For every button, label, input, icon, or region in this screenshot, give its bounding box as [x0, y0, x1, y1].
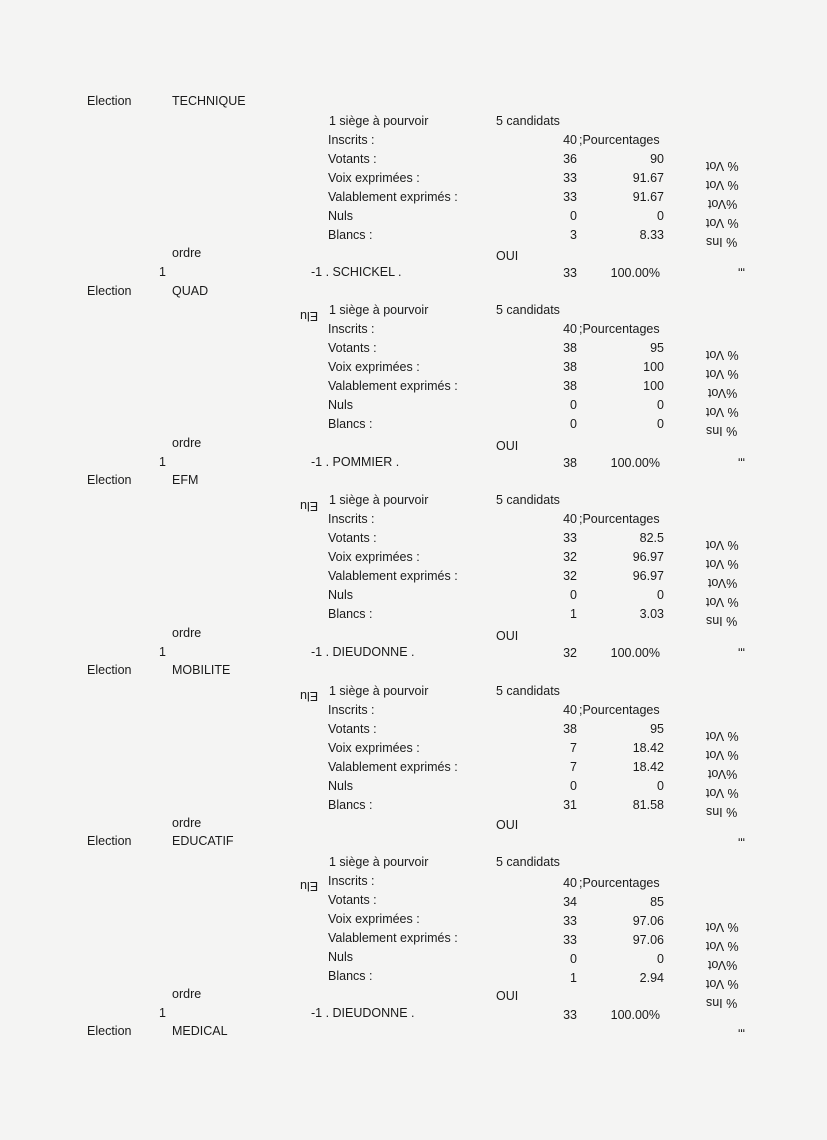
inscrits-label: Inscrits : [328, 322, 375, 336]
votants-value: 33 [563, 531, 577, 545]
votants-label: Votants : [328, 531, 377, 545]
nuls-pct: 0 [657, 952, 664, 966]
voix-label: Voix exprimées : [328, 360, 420, 374]
election-label: Election [87, 94, 132, 108]
votants-label: Votants : [328, 152, 377, 166]
candidates-label: 5 candidats [496, 493, 560, 507]
candidate-name: -1 . SCHICKEL . [311, 265, 402, 279]
election-name: EFM [172, 473, 199, 487]
seats-label: 1 siège à pourvoir [329, 684, 429, 698]
oui-label: OUI [496, 818, 519, 832]
election-name: MEDICAL [172, 1024, 228, 1038]
seats-label: 1 siège à pourvoir [329, 303, 429, 317]
elu-label: Elu [300, 689, 319, 703]
inscrits-label: Inscrits : [328, 703, 375, 717]
pct-vot-label: % Vot [706, 939, 739, 953]
quote-mark: "' [738, 639, 745, 653]
valablement-label: Valablement exprimés : [328, 931, 458, 945]
oui-label: OUI [496, 439, 519, 453]
oui-label: OUI [496, 989, 519, 1003]
voix-label: Voix exprimées : [328, 912, 420, 926]
pct-ins-label: % Ins [706, 614, 738, 628]
pourcentages-label: ;Pourcentages [579, 322, 660, 336]
valablement-label: Valablement exprimés : [328, 569, 458, 583]
election-name: EDUCATIF [172, 834, 234, 848]
candidates-label: 5 candidats [496, 684, 560, 698]
candidate-name: -1 . DIEUDONNE . [311, 645, 415, 659]
election-name: QUAD [172, 284, 209, 298]
blancs-value: 31 [563, 798, 577, 812]
pourcentages-label: ;Pourcentages [579, 703, 660, 717]
voix-pct: 18.42 [632, 741, 664, 755]
election-label: Election [87, 834, 132, 848]
ordre-label: ordre [172, 626, 202, 640]
voix-pct: 100 [643, 360, 664, 374]
pct-vot-label: % Vot [706, 977, 739, 991]
nuls-label: Nuls [328, 779, 354, 793]
valablement-pct: 96.97 [632, 569, 664, 583]
blancs-pct: 3.03 [639, 607, 664, 621]
candidate-votes: 33 [563, 1008, 577, 1022]
quote-mark: "' [738, 829, 745, 843]
valablement-pct: 18.42 [632, 760, 664, 774]
inscrits-value: 40 [563, 703, 577, 717]
votants-label: Votants : [328, 341, 377, 355]
candidate-votes: 32 [563, 646, 577, 660]
nuls-pct: 0 [657, 398, 664, 412]
blancs-label: Blancs : [328, 228, 373, 242]
voix-pct: 91.67 [632, 171, 664, 185]
candidate-name: -1 . DIEUDONNE . [311, 1006, 415, 1020]
election-label: Election [87, 1024, 132, 1038]
blancs-value: 0 [570, 417, 577, 431]
inscrits-label: Inscrits : [328, 133, 375, 147]
votants-value: 38 [563, 341, 577, 355]
voix-value: 33 [563, 171, 577, 185]
nuls-label: Nuls [328, 398, 354, 412]
valablement-pct: 100 [643, 379, 664, 393]
valablement-pct: 91.67 [632, 190, 664, 204]
candidate-pct: 100.00% [610, 456, 660, 470]
nuls-pct: 0 [657, 209, 664, 223]
nuls-value: 0 [570, 779, 577, 793]
pct-vot-label: % Vot [706, 348, 739, 362]
votants-value: 34 [563, 895, 577, 909]
pct-ins-label: % Ins [706, 235, 738, 249]
pct-ins-label: % Ins [706, 996, 738, 1010]
voix-label: Voix exprimées : [328, 171, 420, 185]
valablement-label: Valablement exprimés : [328, 190, 458, 204]
pct-vot-label: % Vot [706, 729, 739, 743]
pourcentages-label: ;Pourcentages [579, 876, 660, 890]
pct-vot-label: % Vot [706, 920, 739, 934]
election-name: MOBILITE [172, 663, 231, 677]
votants-pct: 95 [650, 341, 664, 355]
inscrits-value: 40 [563, 133, 577, 147]
valablement-value: 33 [563, 190, 577, 204]
inscrits-value: 40 [563, 512, 577, 526]
voix-label: Voix exprimées : [328, 741, 420, 755]
valablement-label: Valablement exprimés : [328, 379, 458, 393]
pourcentages-label: ;Pourcentages [579, 512, 660, 526]
elu-label: Elu [300, 879, 319, 893]
votants-value: 38 [563, 722, 577, 736]
blancs-pct: 81.58 [632, 798, 664, 812]
seats-label: 1 siège à pourvoir [329, 493, 429, 507]
voix-label: Voix exprimées : [328, 550, 420, 564]
quote-mark: "' [738, 1020, 745, 1034]
candidate-name: -1 . POMMIER . [311, 455, 400, 469]
pct-vot-label: %Vot [708, 958, 738, 972]
pct-vot-label: %Vot [708, 576, 738, 590]
oui-label: OUI [496, 249, 519, 263]
valablement-value: 32 [563, 569, 577, 583]
voix-value: 32 [563, 550, 577, 564]
valablement-pct: 97.06 [632, 933, 664, 947]
quote-mark: "' [738, 449, 745, 463]
pct-vot-label: % Vot [706, 557, 739, 571]
valablement-value: 7 [570, 760, 577, 774]
votants-label: Votants : [328, 893, 377, 907]
ordre-label: ordre [172, 246, 202, 260]
ordre-label: ordre [172, 436, 202, 450]
ordre-label: ordre [172, 816, 202, 830]
blancs-label: Blancs : [328, 798, 373, 812]
pct-vot-label: %Vot [708, 197, 738, 211]
voix-pct: 97.06 [632, 914, 664, 928]
nuls-label: Nuls [328, 950, 354, 964]
oui-label: OUI [496, 629, 519, 643]
blancs-value: 3 [570, 228, 577, 242]
election-label: Election [87, 473, 132, 487]
nuls-value: 0 [570, 588, 577, 602]
blancs-pct: 2.94 [639, 971, 664, 985]
seats-label: 1 siège à pourvoir [329, 855, 429, 869]
election-label: Election [87, 663, 132, 677]
pct-vot-label: % Vot [706, 178, 739, 192]
votants-pct: 90 [650, 152, 664, 166]
votants-pct: 95 [650, 722, 664, 736]
rank-value: 1 [159, 1006, 166, 1020]
nuls-pct: 0 [657, 779, 664, 793]
rank-value: 1 [159, 645, 166, 659]
elu-label: Elu [300, 499, 319, 513]
pct-vot-label: % Vot [706, 595, 739, 609]
votants-pct: 82.5 [639, 531, 664, 545]
blancs-pct: 0 [657, 417, 664, 431]
valablement-value: 38 [563, 379, 577, 393]
nuls-label: Nuls [328, 588, 354, 602]
candidates-label: 5 candidats [496, 855, 560, 869]
candidates-label: 5 candidats [496, 303, 560, 317]
pct-vot-label: % Vot [706, 216, 739, 230]
candidate-votes: 33 [563, 266, 577, 280]
blancs-label: Blancs : [328, 607, 373, 621]
blancs-pct: 8.33 [639, 228, 664, 242]
pct-ins-label: % Ins [706, 424, 738, 438]
rank-value: 1 [159, 455, 166, 469]
pct-vot-label: % Vot [706, 538, 739, 552]
nuls-value: 0 [570, 952, 577, 966]
voix-value: 38 [563, 360, 577, 374]
pct-vot-label: %Vot [708, 767, 738, 781]
inscrits-label: Inscrits : [328, 874, 375, 888]
pct-ins-label: % Ins [706, 805, 738, 819]
candidate-pct: 100.00% [610, 266, 660, 280]
blancs-label: Blancs : [328, 969, 373, 983]
pct-vot-label: % Vot [706, 405, 739, 419]
ordre-label: ordre [172, 987, 202, 1001]
pct-vot-label: % Vot [706, 748, 739, 762]
election-label: Election [87, 284, 132, 298]
votants-pct: 85 [650, 895, 664, 909]
nuls-value: 0 [570, 398, 577, 412]
voix-value: 7 [570, 741, 577, 755]
votants-value: 36 [563, 152, 577, 166]
quote-mark: "' [738, 259, 745, 273]
blancs-value: 1 [570, 607, 577, 621]
nuls-pct: 0 [657, 588, 664, 602]
candidate-pct: 100.00% [610, 646, 660, 660]
candidate-votes: 38 [563, 456, 577, 470]
valablement-label: Valablement exprimés : [328, 760, 458, 774]
valablement-value: 33 [563, 933, 577, 947]
inscrits-label: Inscrits : [328, 512, 375, 526]
votants-label: Votants : [328, 722, 377, 736]
pct-vot-label: % Vot [706, 159, 739, 173]
elu-label: Elu [300, 309, 319, 323]
blancs-label: Blancs : [328, 417, 373, 431]
election-name: TECHNIQUE [172, 94, 246, 108]
rank-value: 1 [159, 265, 166, 279]
voix-value: 33 [563, 914, 577, 928]
candidates-label: 5 candidats [496, 114, 560, 128]
pct-vot-label: %Vot [708, 386, 738, 400]
inscrits-value: 40 [563, 876, 577, 890]
pct-vot-label: % Vot [706, 367, 739, 381]
voix-pct: 96.97 [632, 550, 664, 564]
seats-label: 1 siège à pourvoir [329, 114, 429, 128]
pourcentages-label: ;Pourcentages [579, 133, 660, 147]
pct-vot-label: % Vot [706, 786, 739, 800]
blancs-value: 1 [570, 971, 577, 985]
nuls-value: 0 [570, 209, 577, 223]
inscrits-value: 40 [563, 322, 577, 336]
candidate-pct: 100.00% [610, 1008, 660, 1022]
nuls-label: Nuls [328, 209, 354, 223]
